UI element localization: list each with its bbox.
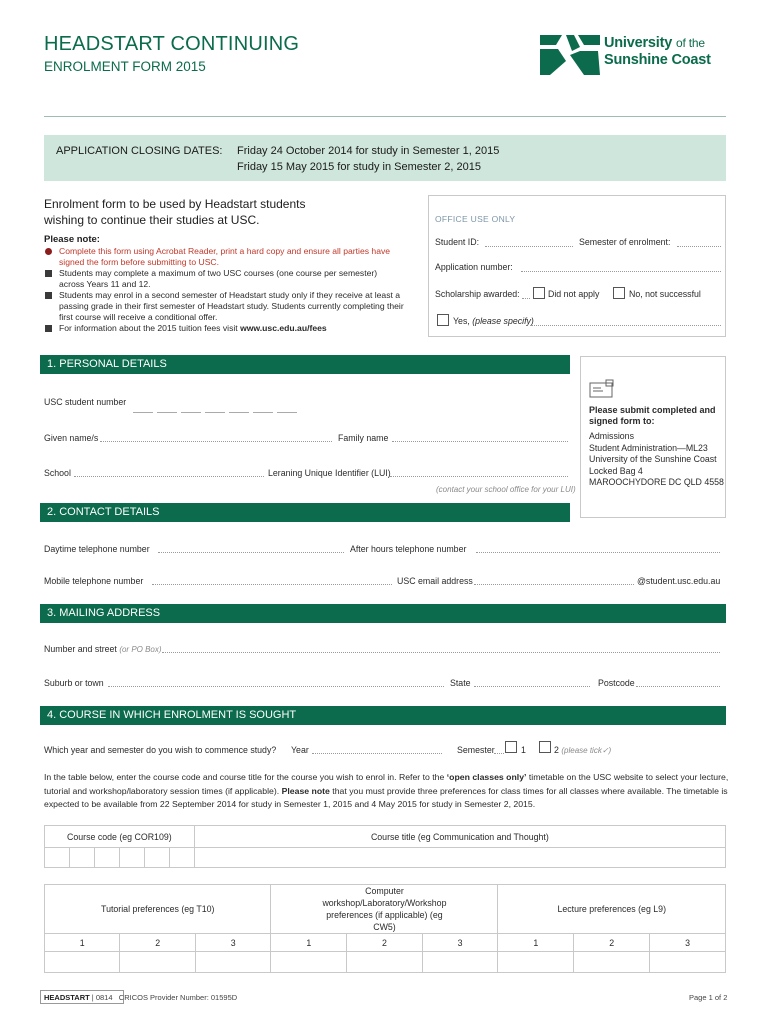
bullet-icon bbox=[45, 270, 52, 277]
bullet-icon bbox=[45, 325, 52, 332]
tutorial-pref-3-label: 3 bbox=[195, 934, 271, 952]
given-name-label: Given name/s bbox=[44, 433, 99, 443]
timetable-instructions: In the table below, enter the course code and course title for the course you wish to enrol in. Refer to the ‘open classes only’ timetable on the USC website to select your lecture, tutorial and workshop/laboratory session times (if applicable). Please note that you must provide three preferences for class times for all classes where available. The timetable is expected to be available from 22 September 2014 for study in Semester 1, 2015 and 4 May 2015 for study in Semester 2, 2015. bbox=[44, 772, 729, 809]
address-line: MAROOCHYDORE DC QLD 4558 bbox=[589, 477, 724, 487]
notes-heading: Please note: bbox=[44, 234, 100, 245]
workshop-pref-2-cell[interactable] bbox=[347, 952, 423, 973]
semester-dots bbox=[494, 753, 504, 754]
closing-dates-label: APPLICATION CLOSING DATES: bbox=[56, 145, 223, 157]
section-course-header: 4. COURSE IN WHICH ENROLMENT IS SOUGHT bbox=[40, 706, 726, 725]
suburb-label: Suburb or town bbox=[44, 678, 104, 688]
tutorial-pref-1-label: 1 bbox=[45, 934, 120, 952]
yes-specify-field[interactable] bbox=[531, 325, 721, 326]
note-text: Students may complete a maximum of two USC courses (one course per semester) across Years 11 and 12. bbox=[59, 268, 378, 289]
application-number-field[interactable] bbox=[521, 271, 721, 272]
lecture-preferences-header: Lecture preferences (eg L9) bbox=[498, 885, 726, 934]
footer-left: HEADSTART | 0814 CRICOS Provider Number: 01595D bbox=[44, 993, 238, 1002]
note-item bbox=[44, 246, 424, 268]
lecture-pref-3-label: 3 bbox=[650, 934, 726, 952]
intro-text bbox=[44, 196, 344, 228]
usc-student-number-field[interactable] bbox=[133, 405, 301, 415]
scholarship-dots bbox=[522, 298, 530, 299]
note-text: Students may enrol in a second semester of Headstart study only if they receive at least a passing grade in their first semester of Headstart study. Students currently completing their first course will receive a conditional offer. bbox=[59, 290, 404, 322]
closing-dates-banner bbox=[44, 135, 726, 181]
preferences-table bbox=[44, 884, 726, 973]
note-item bbox=[44, 290, 424, 323]
workshop-preferences-header: Computer workshop/Laboratory/Workshop preferences (if applicable) (eg CW5) bbox=[271, 885, 498, 934]
daytime-phone-label: Daytime telephone number bbox=[44, 544, 150, 554]
family-name-field[interactable] bbox=[392, 441, 568, 442]
page-number: Page 1 of 2 bbox=[689, 993, 728, 1002]
suburb-field[interactable] bbox=[108, 686, 444, 687]
workshop-pref-3-label: 3 bbox=[422, 934, 498, 952]
note-text: For information about the 2015 tuition fees visit bbox=[59, 323, 241, 333]
yes-label: Yes, (please specify) bbox=[453, 316, 534, 326]
not-successful-label: No, not successful bbox=[629, 289, 701, 299]
lui-label: Leraning Unique Identifier (LUI) bbox=[268, 468, 391, 478]
semester-1-label: 1 bbox=[521, 745, 526, 755]
note-text: Complete this form using Acrobat Reader, print a hard copy and ensure all parties have signed the form before submitting to USC. bbox=[59, 246, 391, 267]
fees-link[interactable]: www.usc.edu.au/fees bbox=[240, 323, 327, 333]
tutorial-pref-1-cell[interactable] bbox=[45, 952, 120, 973]
office-use-heading: OFFICE USE ONLY bbox=[435, 214, 516, 224]
semester-label: Semester bbox=[457, 745, 495, 755]
street-label: Number and street (or PO Box) bbox=[44, 644, 162, 654]
state-field[interactable] bbox=[474, 686, 590, 687]
street-field[interactable] bbox=[162, 652, 720, 653]
workshop-pref-1-label: 1 bbox=[271, 934, 347, 952]
form-subtitle: ENROLMENT FORM 2015 bbox=[44, 59, 206, 74]
school-label: School bbox=[44, 468, 71, 478]
usc-email-field[interactable] bbox=[474, 584, 634, 585]
intro-line-2: wishing to continue their studies at USC. bbox=[44, 213, 260, 227]
notes-list bbox=[44, 246, 424, 334]
commence-question: Which year and semester do you wish to commence study? bbox=[44, 745, 277, 755]
workshop-pref-1-cell[interactable] bbox=[271, 952, 347, 973]
submit-heading: Please submit completed and signed form to: bbox=[589, 405, 716, 426]
lecture-pref-2-label: 2 bbox=[574, 934, 650, 952]
course-code-header: Course code (eg COR109) bbox=[45, 826, 195, 848]
tutorial-preferences-header: Tutorial preferences (eg T10) bbox=[45, 885, 271, 934]
after-hours-phone-label: After hours telephone number bbox=[350, 544, 467, 554]
student-id-label: Student ID: bbox=[435, 237, 480, 247]
bullet-icon bbox=[45, 248, 52, 255]
lecture-pref-1-label: 1 bbox=[498, 934, 574, 952]
course-code-cell[interactable] bbox=[94, 848, 119, 868]
envelope-icon bbox=[589, 379, 615, 399]
workshop-pref-2-label: 2 bbox=[347, 934, 423, 952]
section-contact-details-header: 2. CONTACT DETAILS bbox=[40, 503, 570, 522]
school-field[interactable] bbox=[74, 476, 264, 477]
bullet-icon bbox=[45, 292, 52, 299]
semester-2-checkbox[interactable] bbox=[539, 741, 551, 753]
semester-enrolment-field[interactable] bbox=[677, 246, 721, 247]
postcode-label: Postcode bbox=[598, 678, 635, 688]
daytime-phone-field[interactable] bbox=[158, 552, 344, 553]
office-use-box bbox=[428, 195, 726, 337]
family-name-label: Family name bbox=[338, 433, 389, 443]
header-divider bbox=[44, 116, 726, 117]
year-field[interactable] bbox=[312, 753, 442, 754]
workshop-pref-3-cell[interactable] bbox=[422, 952, 498, 973]
semester-1-checkbox[interactable] bbox=[505, 741, 517, 753]
closing-date-semester-1: Friday 24 October 2014 for study in Semester 1, 2015 bbox=[237, 145, 500, 157]
mobile-phone-label: Mobile telephone number bbox=[44, 576, 144, 586]
postcode-field[interactable] bbox=[636, 686, 720, 687]
given-name-field[interactable] bbox=[100, 441, 332, 442]
address-line: Locked Bag 4 bbox=[589, 465, 643, 476]
after-hours-phone-field[interactable] bbox=[476, 552, 720, 553]
address-line: University of the Sunshine Coast bbox=[589, 454, 717, 464]
did-not-apply-label: Did not apply bbox=[548, 289, 600, 299]
submit-address-box bbox=[580, 356, 726, 518]
section-personal-details-header: 1. PERSONAL DETAILS bbox=[40, 355, 570, 374]
semester-2-label: 2 (please tick✓) bbox=[554, 745, 612, 755]
lui-field[interactable] bbox=[390, 476, 568, 477]
form-title: HEADSTART CONTINUING bbox=[44, 33, 300, 55]
email-suffix: @student.usc.edu.au bbox=[637, 576, 721, 586]
footer-cricos: CRICOS Provider Number: 01595D bbox=[118, 993, 238, 1002]
usc-logo-mark-icon bbox=[540, 33, 600, 77]
tutorial-pref-2-label: 2 bbox=[120, 934, 195, 952]
lecture-pref-2-cell[interactable] bbox=[574, 952, 650, 973]
course-code-cell[interactable] bbox=[45, 848, 70, 868]
tutorial-pref-2-cell[interactable] bbox=[120, 952, 195, 973]
usc-student-number-label: USC student number bbox=[44, 397, 127, 407]
note-item bbox=[44, 323, 424, 334]
lecture-pref-1-cell[interactable] bbox=[498, 952, 574, 973]
logo-text-sunshine-coast: Sunshine Coast bbox=[604, 52, 711, 68]
yes-checkbox[interactable] bbox=[437, 314, 449, 326]
usc-email-label: USC email address bbox=[397, 576, 473, 586]
course-title-header: Course title (eg Communication and Thought) bbox=[194, 826, 725, 848]
course-code-cell[interactable] bbox=[119, 848, 144, 868]
lecture-pref-3-cell[interactable] bbox=[650, 952, 726, 973]
footer-brand: HEADSTART bbox=[44, 993, 90, 1002]
state-label: State bbox=[450, 678, 471, 688]
year-label: Year bbox=[291, 745, 309, 755]
submit-address bbox=[589, 431, 729, 489]
course-code-table bbox=[44, 825, 726, 868]
tutorial-pref-3-cell[interactable] bbox=[195, 952, 271, 973]
course-title-cell[interactable] bbox=[194, 848, 725, 868]
semester-enrolment-label: Semester of enrolment: bbox=[579, 237, 671, 247]
course-code-cell[interactable] bbox=[69, 848, 94, 868]
course-code-cell[interactable] bbox=[144, 848, 169, 868]
address-line: Admissions bbox=[589, 431, 634, 441]
course-code-cell[interactable] bbox=[169, 848, 194, 868]
closing-date-semester-2: Friday 15 May 2015 for study in Semester 2, 2015 bbox=[237, 161, 481, 173]
not-successful-checkbox[interactable] bbox=[613, 287, 625, 299]
intro-line-1: Enrolment form to be used by Headstart students bbox=[44, 197, 306, 211]
address-line: Student Administration—ML23 bbox=[589, 442, 708, 453]
section-mailing-address-header: 3. MAILING ADDRESS bbox=[40, 604, 726, 623]
did-not-apply-checkbox[interactable] bbox=[533, 287, 545, 299]
lui-hint: (contact your school office for your LUI) bbox=[436, 485, 576, 494]
application-number-label: Application number: bbox=[435, 262, 513, 272]
footer-code: 0814 bbox=[95, 993, 113, 1002]
student-id-field[interactable] bbox=[485, 246, 573, 247]
scholarship-label: Scholarship awarded: bbox=[435, 289, 520, 299]
note-item bbox=[44, 268, 424, 290]
logo-text-university: University of the bbox=[604, 35, 705, 51]
mobile-phone-field[interactable] bbox=[152, 584, 392, 585]
